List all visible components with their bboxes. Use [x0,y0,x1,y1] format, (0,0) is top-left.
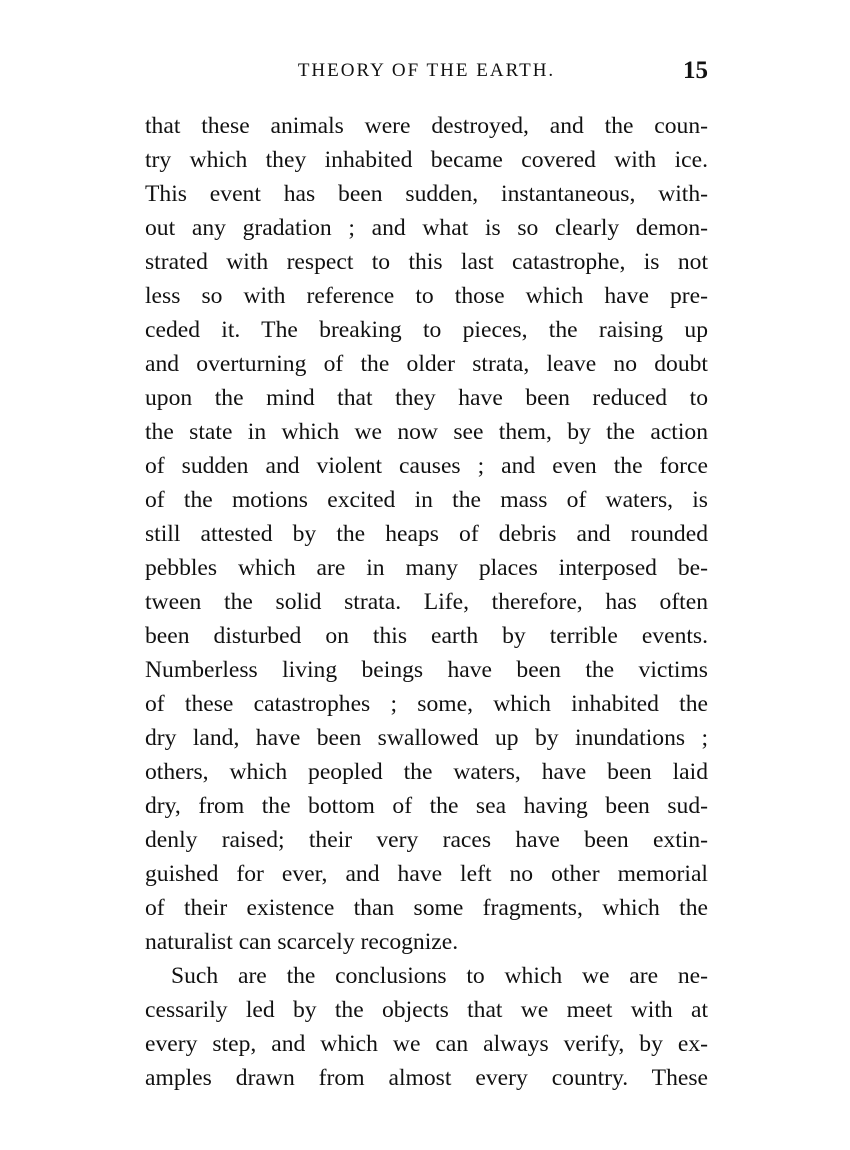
text-line: tween the solid strata. Life, therefore, has often [145,589,708,615]
text-line: of sudden and violent causes ; and even the force [145,453,708,479]
paragraph-1 [145,109,708,959]
text-line: strated with respect to this last catastrophe, is not [145,249,708,275]
text-line: guished for ever, and have left no other memorial [145,861,708,887]
text-line: Numberless living beings have been the victims [145,657,708,683]
text-line: upon the mind that they have been reduced to [145,385,708,411]
text-line: try which they inhabited became covered with ice. [145,147,708,173]
text-line: less so with reference to those which have pre- [145,283,708,309]
page-number: 15 [683,57,708,84]
text-line: that these animals were destroyed, and the coun- [145,113,708,139]
text-line: This event has been sudden, instantaneous, with- [145,181,708,207]
text-line: of the motions excited in the mass of waters, is [145,487,708,513]
text-line: naturalist can scarcely recognize. [145,929,459,955]
text-line: amples drawn from almost every country. These [145,1065,708,1091]
text-line: out any gradation ; and what is so clearly demon- [145,215,708,241]
text-line: been disturbed on this earth by terrible events. [145,623,708,649]
running-title: THEORY OF THE EARTH. [297,60,556,81]
text-line: Such are the conclusions to which we are ne- [171,963,708,989]
text-line: ceded it. The breaking to pieces, the raising up [145,317,708,343]
text-line: dry, from the bottom of the sea having been sud- [145,793,708,819]
body-text [145,109,708,1095]
text-line: denly raised; their very races have been extin- [145,827,708,853]
text-line: and overturning of the older strata, leave no doubt [145,351,708,377]
text-line: the state in which we now see them, by the action [145,419,708,445]
running-head [145,54,708,88]
text-line: every step, and which we can always verify, by ex- [145,1031,708,1057]
text-line: still attested by the heaps of debris and rounded [145,521,708,547]
text-line: others, which peopled the waters, have been laid [145,759,708,785]
text-line: of these catastrophes ; some, which inhabited the [145,691,708,717]
text-line: cessarily led by the objects that we meet with at [145,997,708,1023]
text-line: dry land, have been swallowed up by inundations ; [145,725,708,751]
text-line: pebbles which are in many places interposed be- [145,555,708,581]
paragraph-2 [145,959,708,1095]
text-line: of their existence than some fragments, which the [145,895,708,921]
